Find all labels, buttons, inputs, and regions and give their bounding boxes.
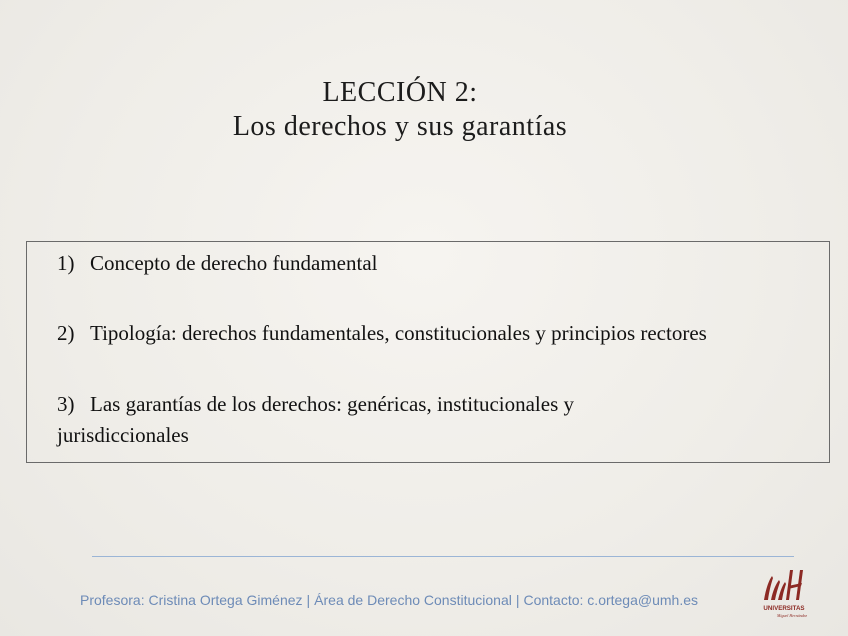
list-item-number: 2)	[57, 321, 75, 345]
list-item	[57, 248, 377, 279]
list-item	[57, 318, 707, 349]
svg-text:UNIVERSITAS: UNIVERSITAS	[763, 605, 805, 612]
list-item-number: 3)	[57, 392, 75, 416]
footer-separator: |	[515, 592, 520, 608]
list-item-text: Tipología: derechos fundamentales, constitucionales y principios rectores	[90, 321, 707, 345]
university-logo	[760, 566, 808, 622]
list-item-text: Concepto de derecho fundamental	[90, 251, 378, 275]
list-item	[57, 389, 574, 451]
footer-separator: |	[306, 592, 311, 608]
list-item-continuation: jurisdiccionales	[57, 423, 189, 447]
list-item-text: Las garantías de los derechos: genéricas, institucionales y	[90, 392, 575, 416]
footer-professor: Profesora: Cristina Ortega Giménez	[80, 592, 303, 608]
footer-area: Área de Derecho Constitucional	[314, 592, 512, 608]
footer	[80, 592, 698, 608]
content-box	[26, 241, 830, 463]
svg-text:Miguel Hernández: Miguel Hernández	[777, 613, 807, 618]
title-line-1: LECCIÓN 2:	[322, 77, 478, 108]
title-line-2: Los derechos y sus garantías	[232, 111, 568, 142]
footer-contact: Contacto: c.ortega@umh.es	[523, 592, 699, 608]
footer-divider	[92, 556, 794, 557]
slide-title	[0, 76, 800, 144]
list-item-number: 1)	[57, 251, 75, 275]
